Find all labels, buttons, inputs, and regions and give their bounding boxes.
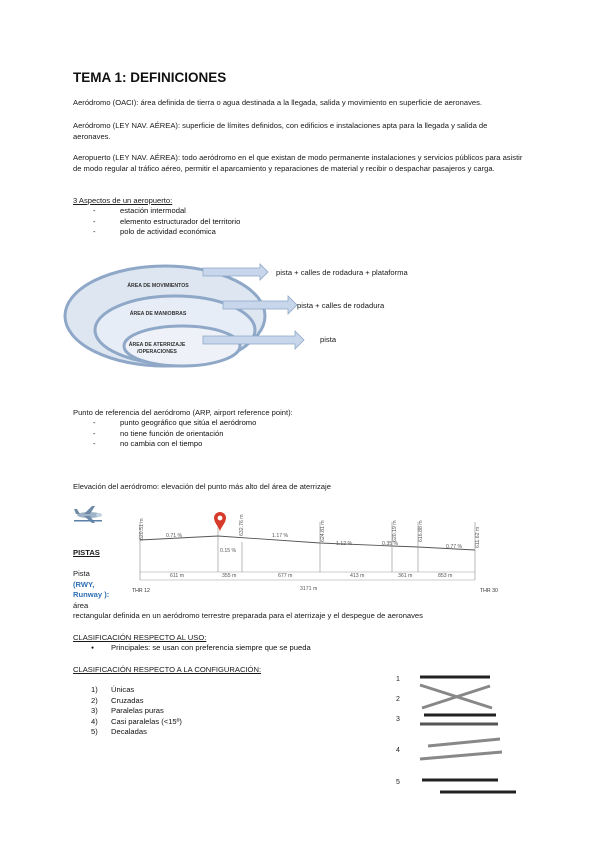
list-item: 2) Cruzadas [91, 695, 144, 705]
page-title: TEMA 1: DEFINICIONES [73, 70, 227, 85]
config-heading: CLASIFICACIÓN RESPECTO A LA CONFIGURACIÓN: [73, 665, 262, 674]
list-item: - polo de actividad económica [73, 227, 240, 238]
figure-number: 4 [396, 747, 400, 754]
uso-list [73, 643, 311, 654]
figure-number: 3 [396, 716, 400, 723]
list-item: 4) Casi paralelas (<15º) [91, 716, 182, 726]
distance-label: 361 m [398, 573, 413, 579]
distance-label: 677 m [278, 573, 293, 579]
runway-quasi-b [420, 752, 502, 759]
label-area-aterrizaje: ÁREA DE ATERRIZAJE /OPERACIONES [128, 342, 186, 355]
def-aeropuerto-ley: Aeropuerto (LEY NAV. AÉREA): todo aeródromo en el que existan de modo permanente instalaciones y servicios públicos para asistir de modo regular al tráfico aéreo, permitir el aparcamiento y reparaciones de material y recibir o despachar pasajeros y carga. [73, 153, 523, 173]
elev-label: 620.51 m [139, 518, 145, 540]
areas-diagram [60, 258, 480, 378]
distance-label: 355 m [222, 573, 237, 579]
rwy-label: (RWY, [73, 580, 95, 589]
list-item: - estación intermodal [73, 206, 240, 217]
label-area-maniobras: ÁREA DE MANIOBRAS [129, 311, 187, 317]
list-item: 5) Decaladas [91, 727, 147, 737]
pistas-heading: PISTAS [73, 548, 100, 557]
list-item: 1) Únicas [91, 685, 135, 694]
figure-number: 2 [396, 696, 400, 703]
label-area-movimientos: ÁREA DE MOVIMIENTOS [127, 283, 189, 289]
elev-label: 620.19 m [392, 520, 398, 542]
elev-label: 616.88 m [418, 520, 424, 542]
total-distance-label: 3171 m [300, 586, 318, 592]
pista-label: Pista [73, 569, 90, 578]
thr-left-label: THR 12 [132, 588, 150, 594]
thr-right-label: THR 30 [480, 588, 498, 594]
slope-label: 0.15 % [220, 548, 237, 554]
distance-label: 413 m [350, 573, 365, 579]
config-list [73, 685, 182, 738]
elev-label: 632.76 m [239, 514, 245, 536]
list-item: - elemento estructurador del territorio [73, 217, 240, 228]
def-aerodromo-oaci: Aeródromo (OACI): área definida de tierra o agua destinada a la llegada, salida y movimiento en superficie de aeronaves. [73, 98, 483, 107]
figure-number: 5 [396, 779, 400, 786]
airplane-icon [72, 503, 106, 525]
elev-label: 624.81 m [320, 520, 326, 542]
figure-number: 1 [396, 676, 400, 683]
elevacion-def: Elevación del aeródromo: elevación del punto más alto del área de aterrizaje [73, 482, 331, 491]
def-aerodromo-ley: Aeródromo (LEY NAV. AÉREA): superficie de límites definidos, con edificios e instalaciones apta para la llegada y salida de aeronaves. [73, 121, 488, 141]
runway-profile [130, 512, 510, 598]
desc-aterrizaje: pista [320, 335, 337, 344]
slope-label: 1.17 % [272, 533, 289, 539]
runway-config-figure [392, 668, 522, 798]
pista-definition: rectangular definida en un aeródromo terrestre preparada para el aterrizaje y el despegue de aeronaves [73, 611, 423, 620]
elev-label: 611.62 m [475, 526, 481, 548]
slope-label: 0.35 % [382, 541, 399, 547]
runway-quasi-a [428, 739, 500, 746]
runway-label: Runway ): [73, 590, 110, 599]
desc-maniobras: pista + calles de rodadura [297, 301, 385, 310]
list-item: - no cambia con el tiempo [73, 439, 256, 450]
uso-heading: CLASIFICACIÓN RESPECTO AL USO: [73, 633, 207, 642]
distance-label: 853 m [438, 573, 453, 579]
area-word: área [73, 601, 89, 610]
arp-list [73, 418, 256, 450]
list-item: ● Principales: se usan con preferencia siempre que se pueda [73, 643, 311, 654]
list-item: 3) Paralelas puras [91, 706, 164, 716]
desc-movimientos: pista + calles de rodadura + plataforma [276, 268, 408, 277]
slope-label: 1.12 % [336, 541, 353, 547]
aspects-list [73, 206, 240, 238]
distance-label: 611 m [170, 573, 185, 579]
slope-label: 0.71 % [166, 533, 183, 539]
list-item: - no tiene función de orientación [73, 429, 256, 440]
location-marker-icon [214, 512, 226, 532]
aspects-heading: 3 Aspectos de un aeropuerto: [73, 196, 173, 205]
slope-label: 0.77 % [446, 544, 463, 550]
profile-line [140, 536, 475, 550]
arp-heading: Punto de referencia del aeródromo (ARP, airport reference point): [73, 408, 293, 417]
list-item: - punto geográfico que sitúa el aeródromo [73, 418, 256, 429]
